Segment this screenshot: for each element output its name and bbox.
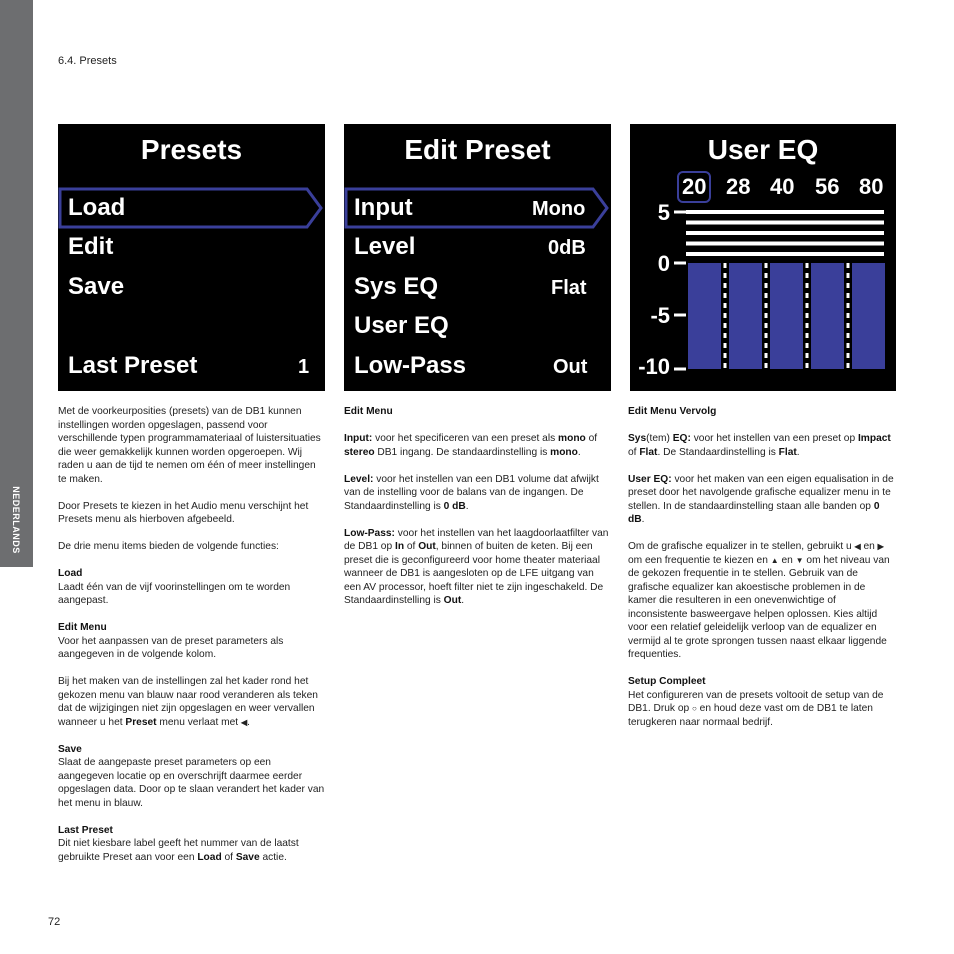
- up-arrow-icon: ▲: [770, 555, 779, 565]
- input-value: Mono: [532, 198, 586, 220]
- menu-item-input[interactable]: Input: [354, 194, 413, 221]
- paragraph: Door Presets te kiezen in het Audio menu verschijnt het Presets menu als hierboven afgebeeld.: [58, 500, 309, 525]
- paragraph: Level: voor het instellen van een DB1 volume dat afwijkt van de instelling voor de balans van de ingangen. De Standaardinstelling is 0 dB.: [344, 473, 599, 512]
- user-eq-screen-title: User EQ: [707, 134, 819, 165]
- right-arrow-icon: ▶: [877, 542, 884, 551]
- eq-freq-label[interactable]: 56: [815, 174, 840, 199]
- paragraph: De drie menu items bieden de volgende functies:: [58, 541, 279, 552]
- paragraph: Input: voor het specificeren van een preset als mono of stereo DB1 ingang. De standaardinstelling is mono.: [344, 433, 598, 458]
- paragraph: Edit Menu Voor het aanpassen van de preset parameters als aangegeven in de volgende kolom.: [58, 622, 284, 660]
- paragraph: [344, 405, 612, 419]
- eq-axis-ticks: [674, 212, 686, 369]
- eq-db-label: 0: [657, 251, 670, 276]
- eq-band-bar[interactable]: [811, 263, 844, 369]
- select-button-icon: ○: [691, 704, 697, 713]
- low-pass-value: Out: [553, 356, 588, 378]
- eq-bands: [688, 263, 885, 369]
- heading-load: Load: [58, 568, 83, 579]
- edit-preset-screen: [344, 124, 611, 391]
- eq-band-bar[interactable]: [729, 263, 762, 369]
- eq-db-label: -10: [638, 354, 670, 379]
- eq-band-bar[interactable]: [688, 263, 721, 369]
- presets-screen: [58, 124, 325, 391]
- menu-item-last-preset: Last Preset: [68, 352, 198, 379]
- text-column-3: [628, 405, 896, 743]
- eq-headroom-stripes: [686, 210, 884, 256]
- menu-item-load[interactable]: Load: [68, 194, 126, 221]
- paragraph: Low-Pass: voor het instellen van het laagdoorlaatfilter van de DB1 op In of Out, binnen of buiten de keten. Bij een preset die is geconfigureerd voor home theater materiaal wanneer de DB1 is aangesloten op de LFE uitgang van een AV processor, hoeft filter niet te zijn ingeschakeld. De Standaardinstelling is Out.: [344, 527, 609, 606]
- left-arrow-icon: ◀: [240, 717, 248, 727]
- eq-headroom-stripe: [686, 210, 884, 214]
- left-arrow-icon: ◀: [854, 542, 861, 551]
- user-eq-screen: [630, 124, 896, 391]
- eq-db-label: 5: [657, 200, 670, 225]
- edit-preset-screen-title: Edit Preset: [404, 134, 551, 165]
- heading-last-preset: Last Preset: [58, 824, 113, 836]
- sys-eq-value: Flat: [551, 277, 587, 299]
- eq-freq-label[interactable]: 28: [726, 174, 751, 199]
- language-label: NEDERLANDS: [11, 486, 21, 554]
- eq-band-bar[interactable]: [770, 263, 803, 369]
- eq-headroom-stripe: [686, 252, 884, 256]
- eq-headroom-stripe: [686, 242, 884, 246]
- eq-freq-label[interactable]: 20: [682, 174, 707, 199]
- section-title: 6.4. Presets: [58, 55, 117, 67]
- eq-freq-label[interactable]: 80: [859, 174, 884, 199]
- level-value: 0dB: [548, 237, 586, 259]
- down-arrow-icon: ▼: [795, 555, 804, 565]
- heading-save: Save: [58, 743, 82, 755]
- menu-item-level[interactable]: Level: [354, 233, 416, 260]
- heading-edit-menu-vervolg: Edit Menu Vervolg: [628, 406, 717, 417]
- eq-graph: [630, 124, 896, 391]
- menu-item-user-eq[interactable]: User EQ: [354, 312, 449, 339]
- eq-headroom-stripe: [686, 221, 884, 225]
- paragraph: User EQ: voor het maken van een eigen equalisation in de preset door het navolgende grafische equalizer menu in te stellen. In de standaardinstelling staan alle banden op 0 dB.: [628, 473, 894, 525]
- menu-item-save[interactable]: Save: [68, 273, 125, 300]
- paragraph: Setup Compleet Het configureren van de presets voltooit de setup van de DB1. Druk op ○ en houd deze vast om de DB1 te laten terugkeren naar normaal bedrijf.: [628, 676, 884, 728]
- paragraph: Save Slaat de aangepaste preset parameters op een aangegeven locatie op en overschrijft daarmee eerder opgeslagen data. Door op te slaan verandert het kader van het menu in blauw.: [58, 743, 325, 809]
- paragraph: [628, 405, 896, 419]
- eq-freq-label[interactable]: 40: [770, 174, 795, 199]
- text-column-2: [344, 405, 612, 621]
- paragraph: Last Preset Dit niet kiesbare label geeft het nummer van de laatst gebruikte Preset aan voor een Load of Save actie.: [58, 824, 299, 863]
- menu-item-edit[interactable]: Edit: [68, 233, 114, 260]
- text-column-1: [58, 405, 326, 878]
- menu-item-sys-eq[interactable]: Sys EQ: [354, 273, 439, 300]
- paragraph: Load Laadt één van de vijf voorinstellingen om te worden aangepast.: [58, 568, 291, 606]
- presets-screen-title: Presets: [140, 134, 243, 165]
- heading-edit-menu: Edit Menu: [58, 622, 107, 633]
- heading-edit-menu: Edit Menu: [344, 406, 393, 417]
- paragraph: Om de grafische equalizer in te stellen, gebruikt u ◀ en ▶ om een frequentie te kiezen en ▲ en ▼ om het niveau van de gekozen frequentie in te stellen. Gebruik van de grafische equalizer kan akoestische problemen in de kamer die resulteren in een onevenwichtige of inconsistente basweergave helpen oplossen. Kies altijd voor een relatief geleidelijk verloop van de equalizer en vermijd al te grote sprongen tussen naast elkaar liggende frequenties.: [628, 541, 890, 660]
- paragraph: Bij het maken van de instellingen zal het kader rond het gekozen menu van blauw naar rood veranderen als teken dat de wijzigingen niet zijn opgeslagen en weer vervallen wanneer u het Preset menu verlaat met ◀.: [58, 676, 318, 728]
- page-number: 72: [48, 916, 61, 928]
- eq-band-bar[interactable]: [852, 263, 885, 369]
- eq-db-label: -5: [650, 303, 670, 328]
- paragraph: Met de voorkeurposities (presets) van de DB1 kunnen instellingen worden opgeslagen, passend voor verschillende typen programmamateriaal of luistersituaties die weer gemakkelijk kunnen worden opgeroepen. Wij raden u aan de tijd te nemen om één of meer instellingen te maken.: [58, 406, 321, 485]
- paragraph: Sys(tem) EQ: voor het instellen van een preset op Impact of Flat. De Standaardinstelling is Flat.: [628, 433, 891, 458]
- last-preset-value: 1: [298, 356, 310, 378]
- eq-headroom-stripe: [686, 231, 884, 235]
- menu-item-low-pass[interactable]: Low-Pass: [354, 352, 467, 379]
- heading-setup-compleet: Setup Compleet: [628, 676, 706, 687]
